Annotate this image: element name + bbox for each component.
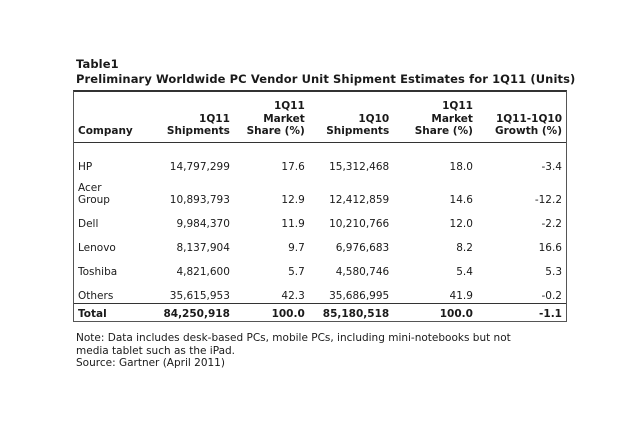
header-line: 1Q11 <box>273 100 305 112</box>
cell-1q10-share: 8.2 <box>456 242 473 254</box>
cell-1q11-share: 42.3 <box>281 290 305 302</box>
table-row <box>74 207 566 231</box>
source-line: Source: Gartner (April 2011) <box>76 357 225 369</box>
total-1q11-shipments: 84,250,918 <box>149 303 233 326</box>
cell-1q11-share: 12.9 <box>281 194 305 206</box>
company-name: Toshiba <box>78 266 118 278</box>
company-cell <box>74 142 149 174</box>
cell-1q11-shipments: 8,137,904 <box>176 242 230 254</box>
cell-1q10-share: 5.4 <box>456 266 473 278</box>
table-title-block <box>76 57 575 87</box>
header-line: Market <box>263 112 305 125</box>
table-header-row <box>74 92 566 142</box>
header-growth <box>477 92 566 142</box>
cell-1q11-shipments: 14,797,299 <box>169 161 230 173</box>
total-1q10-share: 100.0 <box>393 303 477 326</box>
total-label: Total <box>74 303 149 326</box>
header-1q11-market-share-2 <box>393 92 477 142</box>
company-name: Others <box>78 290 114 302</box>
company-cell <box>74 279 149 304</box>
company-cell <box>74 231 149 255</box>
header-1q10-shipments <box>309 92 393 142</box>
company-cell <box>74 255 149 279</box>
table-row <box>74 231 566 255</box>
company-cell <box>74 207 149 231</box>
shipment-table <box>74 92 566 326</box>
cell-growth: -2.2 <box>541 218 562 230</box>
table-row <box>74 174 566 207</box>
company-name: Lenovo <box>78 242 116 254</box>
cell-1q11-share: 11.9 <box>281 218 305 230</box>
total-1q10-shipments: 85,180,518 <box>309 303 393 326</box>
cell-1q10-shipments: 10,210,766 <box>329 218 390 230</box>
header-line: Share (%) <box>414 125 473 137</box>
table-total-row <box>74 303 566 326</box>
table-row <box>74 279 566 304</box>
header-line: Share (%) <box>246 125 305 137</box>
cell-1q10-shipments: 6,976,683 <box>335 242 390 254</box>
cell-1q10-share: 18.0 <box>449 161 473 173</box>
cell-1q11-share: 17.6 <box>281 161 305 173</box>
cell-growth: 5.3 <box>545 266 562 278</box>
cell-growth: -12.2 <box>534 194 562 206</box>
cell-1q10-share: 12.0 <box>449 218 473 230</box>
note-line: media tablet such as the iPad. <box>76 344 236 357</box>
total-1q11-share: 100.0 <box>234 303 309 326</box>
table-row <box>74 255 566 279</box>
cell-1q10-share: 41.9 <box>449 290 473 302</box>
header-line: Market <box>431 112 473 125</box>
table-label: Table1 <box>76 57 119 71</box>
total-growth: -1.1 <box>477 303 566 326</box>
header-line: 1Q11 <box>199 112 230 125</box>
cell-1q10-shipments: 12,412,859 <box>329 194 390 206</box>
cell-growth: -0.2 <box>541 290 562 302</box>
company-name: HP <box>78 161 93 173</box>
header-line: Company <box>78 125 133 137</box>
table-note <box>76 332 511 370</box>
cell-1q10-shipments: 4,580,746 <box>335 266 390 278</box>
company-name: Group <box>78 194 110 206</box>
header-line: 1Q11 <box>442 100 473 112</box>
cell-1q11-shipments: 35,615,953 <box>169 290 230 302</box>
header-line: 1Q10 <box>358 112 390 125</box>
cell-1q11-shipments: 9,984,370 <box>176 218 230 230</box>
cell-1q10-shipments: 35,686,995 <box>329 290 390 302</box>
header-line: Growth (%) <box>495 125 562 137</box>
shipment-table-frame <box>73 90 567 322</box>
company-cell <box>74 174 149 207</box>
cell-1q11-shipments: 4,821,600 <box>176 266 230 278</box>
note-line: Note: Data includes desk-based PCs, mobile PCs, including mini-notebooks but not <box>76 332 511 344</box>
cell-1q10-share: 14.6 <box>449 194 473 206</box>
header-line: 1Q11-1Q10 <box>495 112 562 125</box>
cell-growth: 16.6 <box>538 242 562 254</box>
cell-growth: -3.4 <box>541 161 562 173</box>
cell-1q11-share: 5.7 <box>288 266 305 278</box>
header-line: Shipments <box>166 125 230 137</box>
header-1q11-shipments <box>149 92 233 142</box>
header-1q11-market-share <box>234 92 309 142</box>
cell-1q10-shipments: 15,312,468 <box>329 161 390 173</box>
table-row <box>74 142 566 174</box>
cell-1q11-share: 9.7 <box>288 242 305 254</box>
header-company <box>74 92 149 142</box>
company-name: Acer <box>78 181 102 194</box>
header-line: Shipments <box>326 125 390 137</box>
table-title: Preliminary Worldwide PC Vendor Unit Shipment Estimates for 1Q11 (Units) <box>76 72 576 86</box>
company-name: Dell <box>78 218 99 230</box>
cell-1q11-shipments: 10,893,793 <box>169 194 230 206</box>
